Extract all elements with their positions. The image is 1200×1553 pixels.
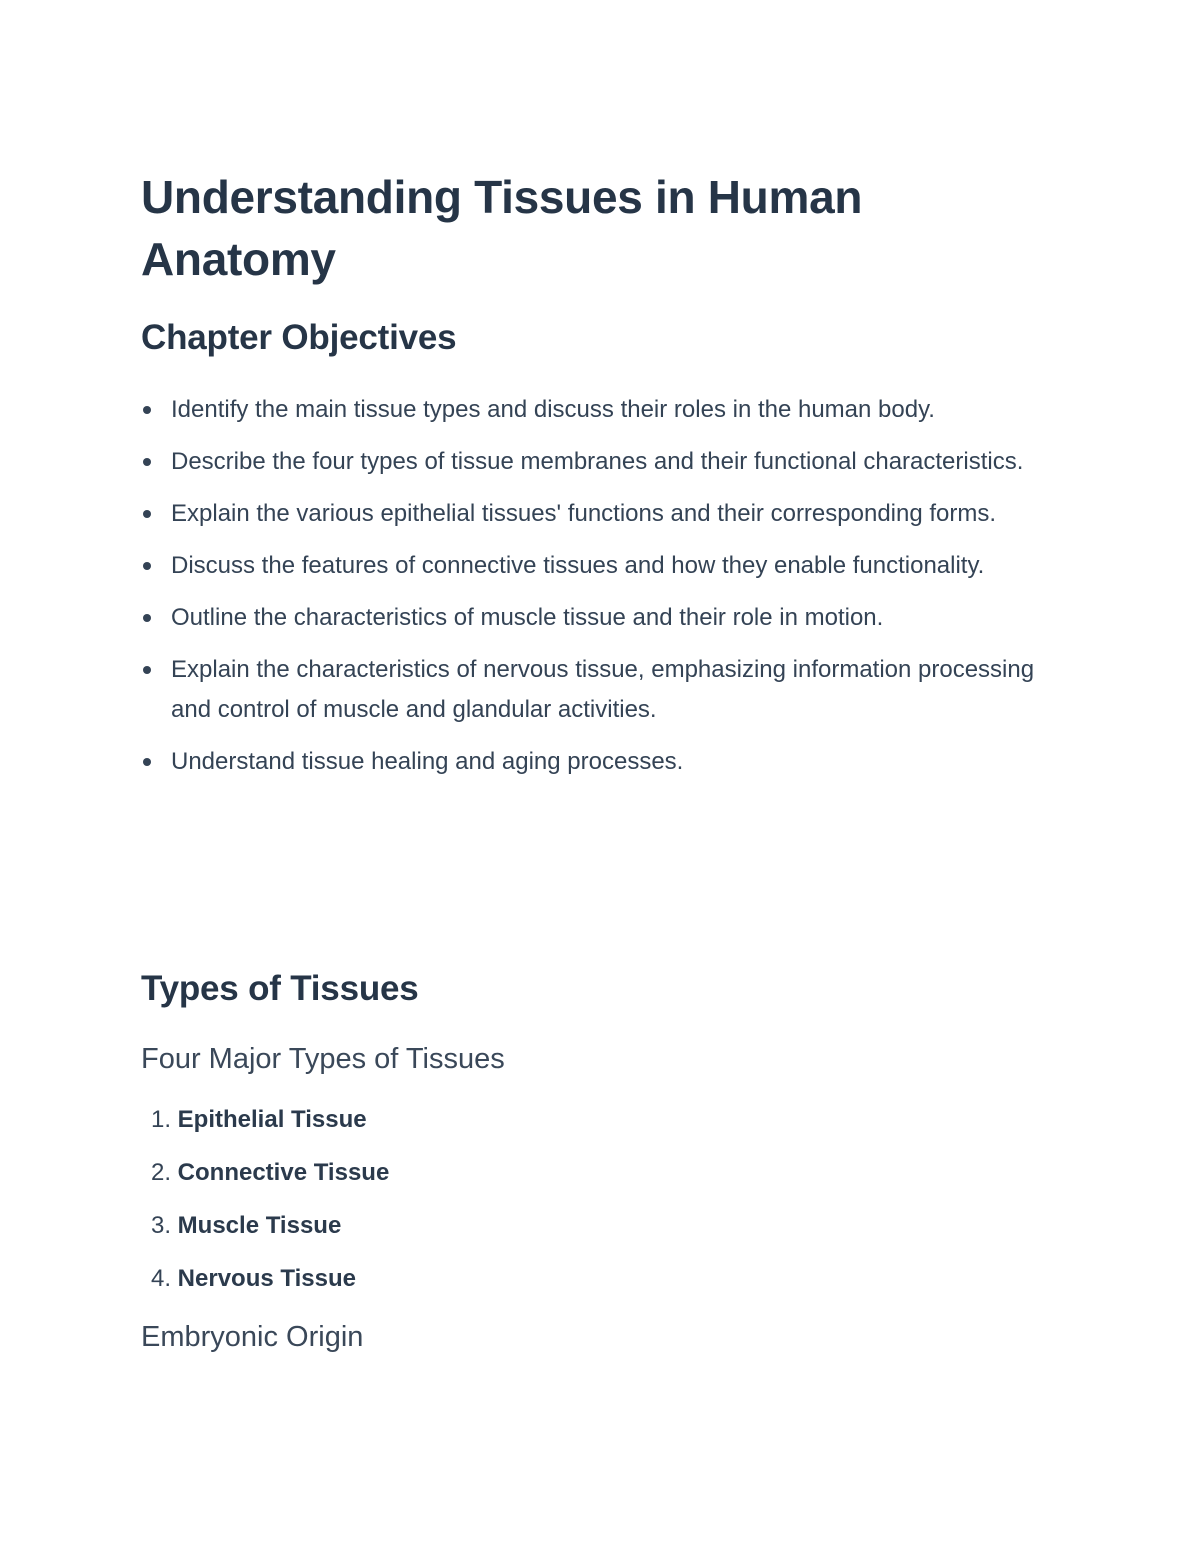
list-item	[141, 1206, 741, 1246]
tissue-types-list	[141, 1100, 741, 1312]
tissue-name: Nervous Tissue	[177, 1265, 356, 1292]
list-item-text: Explain the various epithelial tissues' functions and their corresponding forms.	[171, 500, 997, 527]
section-heading-types: Types of Tissues	[141, 969, 419, 1008]
objectives-list	[141, 390, 1061, 794]
bullet-icon	[143, 666, 151, 674]
tissue-name: Epithelial Tissue	[177, 1106, 367, 1133]
bullet-icon	[143, 406, 151, 414]
list-item-text: Describe the four types of tissue membranes and their functional characteristics.	[171, 448, 1024, 475]
bullet-icon	[143, 510, 151, 518]
bullet-icon	[143, 614, 151, 622]
list-item	[141, 1259, 741, 1299]
bullet-icon	[143, 758, 151, 766]
list-item	[141, 1153, 741, 1193]
list-item	[141, 1100, 741, 1140]
subheading-four-major-types: Four Major Types of Tissues	[141, 1043, 505, 1075]
list-item	[141, 494, 1061, 534]
list-item-text: Discuss the features of connective tissues and how they enable functionality.	[171, 552, 985, 579]
list-item	[141, 390, 1061, 430]
list-item	[141, 546, 1061, 586]
list-number: 1.	[150, 1106, 171, 1133]
list-item-text: Understand tissue healing and aging processes.	[171, 748, 684, 775]
list-item	[141, 598, 1061, 638]
list-item	[141, 442, 1061, 482]
list-item	[141, 742, 1061, 782]
bullet-icon	[143, 562, 151, 570]
list-number: 3.	[150, 1212, 171, 1239]
bullet-icon	[143, 458, 151, 466]
tissue-name: Muscle Tissue	[177, 1212, 342, 1239]
section-heading-objectives: Chapter Objectives	[141, 318, 457, 357]
list-number: 4.	[150, 1265, 171, 1292]
list-item-text: Outline the characteristics of muscle tissue and their role in motion.	[171, 604, 884, 631]
list-item	[141, 650, 1061, 730]
list-item-text: Explain the characteristics of nervous tissue, emphasizing information processing and control of muscle and glandular activities.	[171, 656, 1035, 723]
subheading-embryonic-origin: Embryonic Origin	[141, 1321, 364, 1353]
list-number: 2.	[150, 1159, 171, 1186]
list-item-text: Identify the main tissue types and discuss their roles in the human body.	[171, 396, 935, 423]
page-title: Understanding Tissues in Human Anatomy	[141, 171, 863, 285]
tissue-name: Connective Tissue	[177, 1159, 390, 1186]
